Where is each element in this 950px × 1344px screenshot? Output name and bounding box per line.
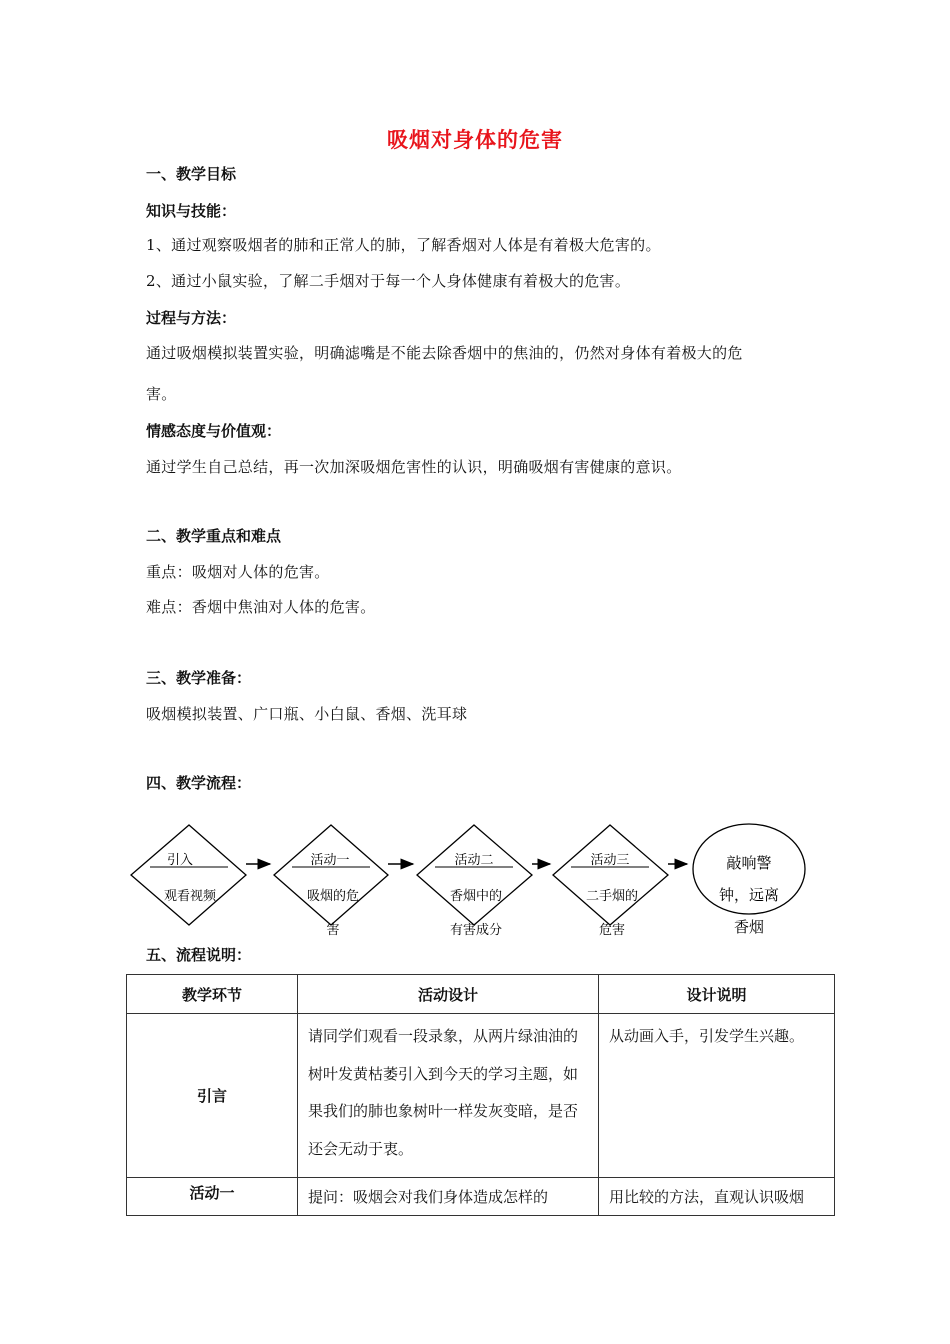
table-row [127, 1178, 835, 1216]
flow-step-4 [553, 825, 668, 938]
process-table [126, 974, 835, 1216]
document-title: 吸烟对身体的危害 [387, 127, 563, 152]
table-cell-note-text: 用比较的方法，直观认识吸烟 [609, 1188, 805, 1206]
table-cell-note [599, 1178, 835, 1216]
section1-heading: 一、教学目标 [146, 165, 237, 183]
table-cell-note [599, 1014, 835, 1178]
key-point: 重点：吸烟对人体的危害。 [146, 563, 330, 581]
table-cell-note-text: 从动画入手，引发学生兴趣。 [609, 1027, 805, 1045]
process-heading: 过程与方法： [146, 309, 237, 327]
table-header-activity: 活动设计 [298, 975, 599, 1014]
preparation-text: 吸烟模拟装置、广口瓶、小白鼠、香烟、洗耳球 [146, 705, 468, 723]
flow-end [693, 824, 805, 936]
section4-heading: 四、教学流程： [146, 774, 252, 792]
flow-step-3-desc-line2: 有害成分 [449, 923, 503, 938]
flow-end-line1: 敲响警 [726, 854, 772, 872]
flow-step-2-desc-line2: 害 [326, 923, 340, 938]
emotion-heading: 情感态度与价值观： [146, 422, 282, 440]
section2-heading: 二、教学重点和难点 [146, 527, 282, 545]
flow-step-3-label: 活动二 [454, 853, 494, 868]
section3-heading: 三、教学准备： [146, 669, 252, 687]
table-cell-activity [298, 1178, 599, 1216]
flow-step-4-label: 活动三 [590, 853, 630, 868]
table-header-stage: 教学环节 [127, 975, 298, 1014]
difficulty-point: 难点：香烟中焦油对人体的危害。 [146, 598, 376, 616]
section5-heading: 五、流程说明： [146, 946, 252, 964]
flow-step-3-desc-line1: 香烟中的 [449, 889, 503, 904]
knowledge-item-2: 2、通过小鼠实验，了解二手烟对于每一个人身体健康有着极大的危害。 [146, 272, 631, 290]
emotion-text: 通过学生自己总结，再一次加深吸烟危害性的认识，明确吸烟有害健康的意识。 [146, 458, 682, 476]
table-row [127, 1014, 835, 1178]
flow-end-line3: 香烟 [733, 918, 765, 936]
table-header-row [127, 975, 835, 1014]
table-cell-activity [298, 1014, 599, 1178]
flow-step-1-desc: 观看视频 [163, 889, 217, 904]
flow-step-4-desc-line1: 二手烟的 [585, 889, 639, 904]
flow-step-2 [274, 825, 388, 938]
knowledge-item-1: 1、通过观察吸烟者的肺和正常人的肺，了解香烟对人体是有着极大危害的。 [146, 236, 661, 254]
table-cell-stage: 活动一 [127, 1178, 298, 1216]
flow-step-1-label: 引入 [166, 853, 194, 868]
flow-step-4-desc-line2: 危害 [598, 923, 626, 938]
flow-step-1 [131, 825, 246, 925]
flow-end-line2: 钟，远离 [718, 886, 780, 904]
process-text-line1: 通过吸烟模拟装置实验，明确滤嘴是不能去除香烟中的焦油的，仍然对身体有着极大的危 [146, 344, 743, 362]
knowledge-heading: 知识与技能： [146, 202, 237, 220]
table-cell-stage: 引言 [127, 1014, 298, 1178]
flow-step-3 [417, 825, 532, 938]
flow-step-2-desc-line1: 吸烟的危 [306, 889, 360, 904]
table-cell-activity-text: 提问：吸烟会对我们身体造成怎样的 [308, 1188, 549, 1206]
process-text-line2: 害。 [146, 385, 177, 403]
table-header-note: 设计说明 [599, 975, 835, 1014]
flow-step-2-label: 活动一 [310, 853, 350, 868]
table-cell-activity-text: 请同学们观看一段录象，从两片绿油油的树叶发黄枯萎引入到今天的学习主题，如果我们的肺也象树叶一样发灰变暗，是否还会无动于衷。 [308, 1027, 579, 1158]
